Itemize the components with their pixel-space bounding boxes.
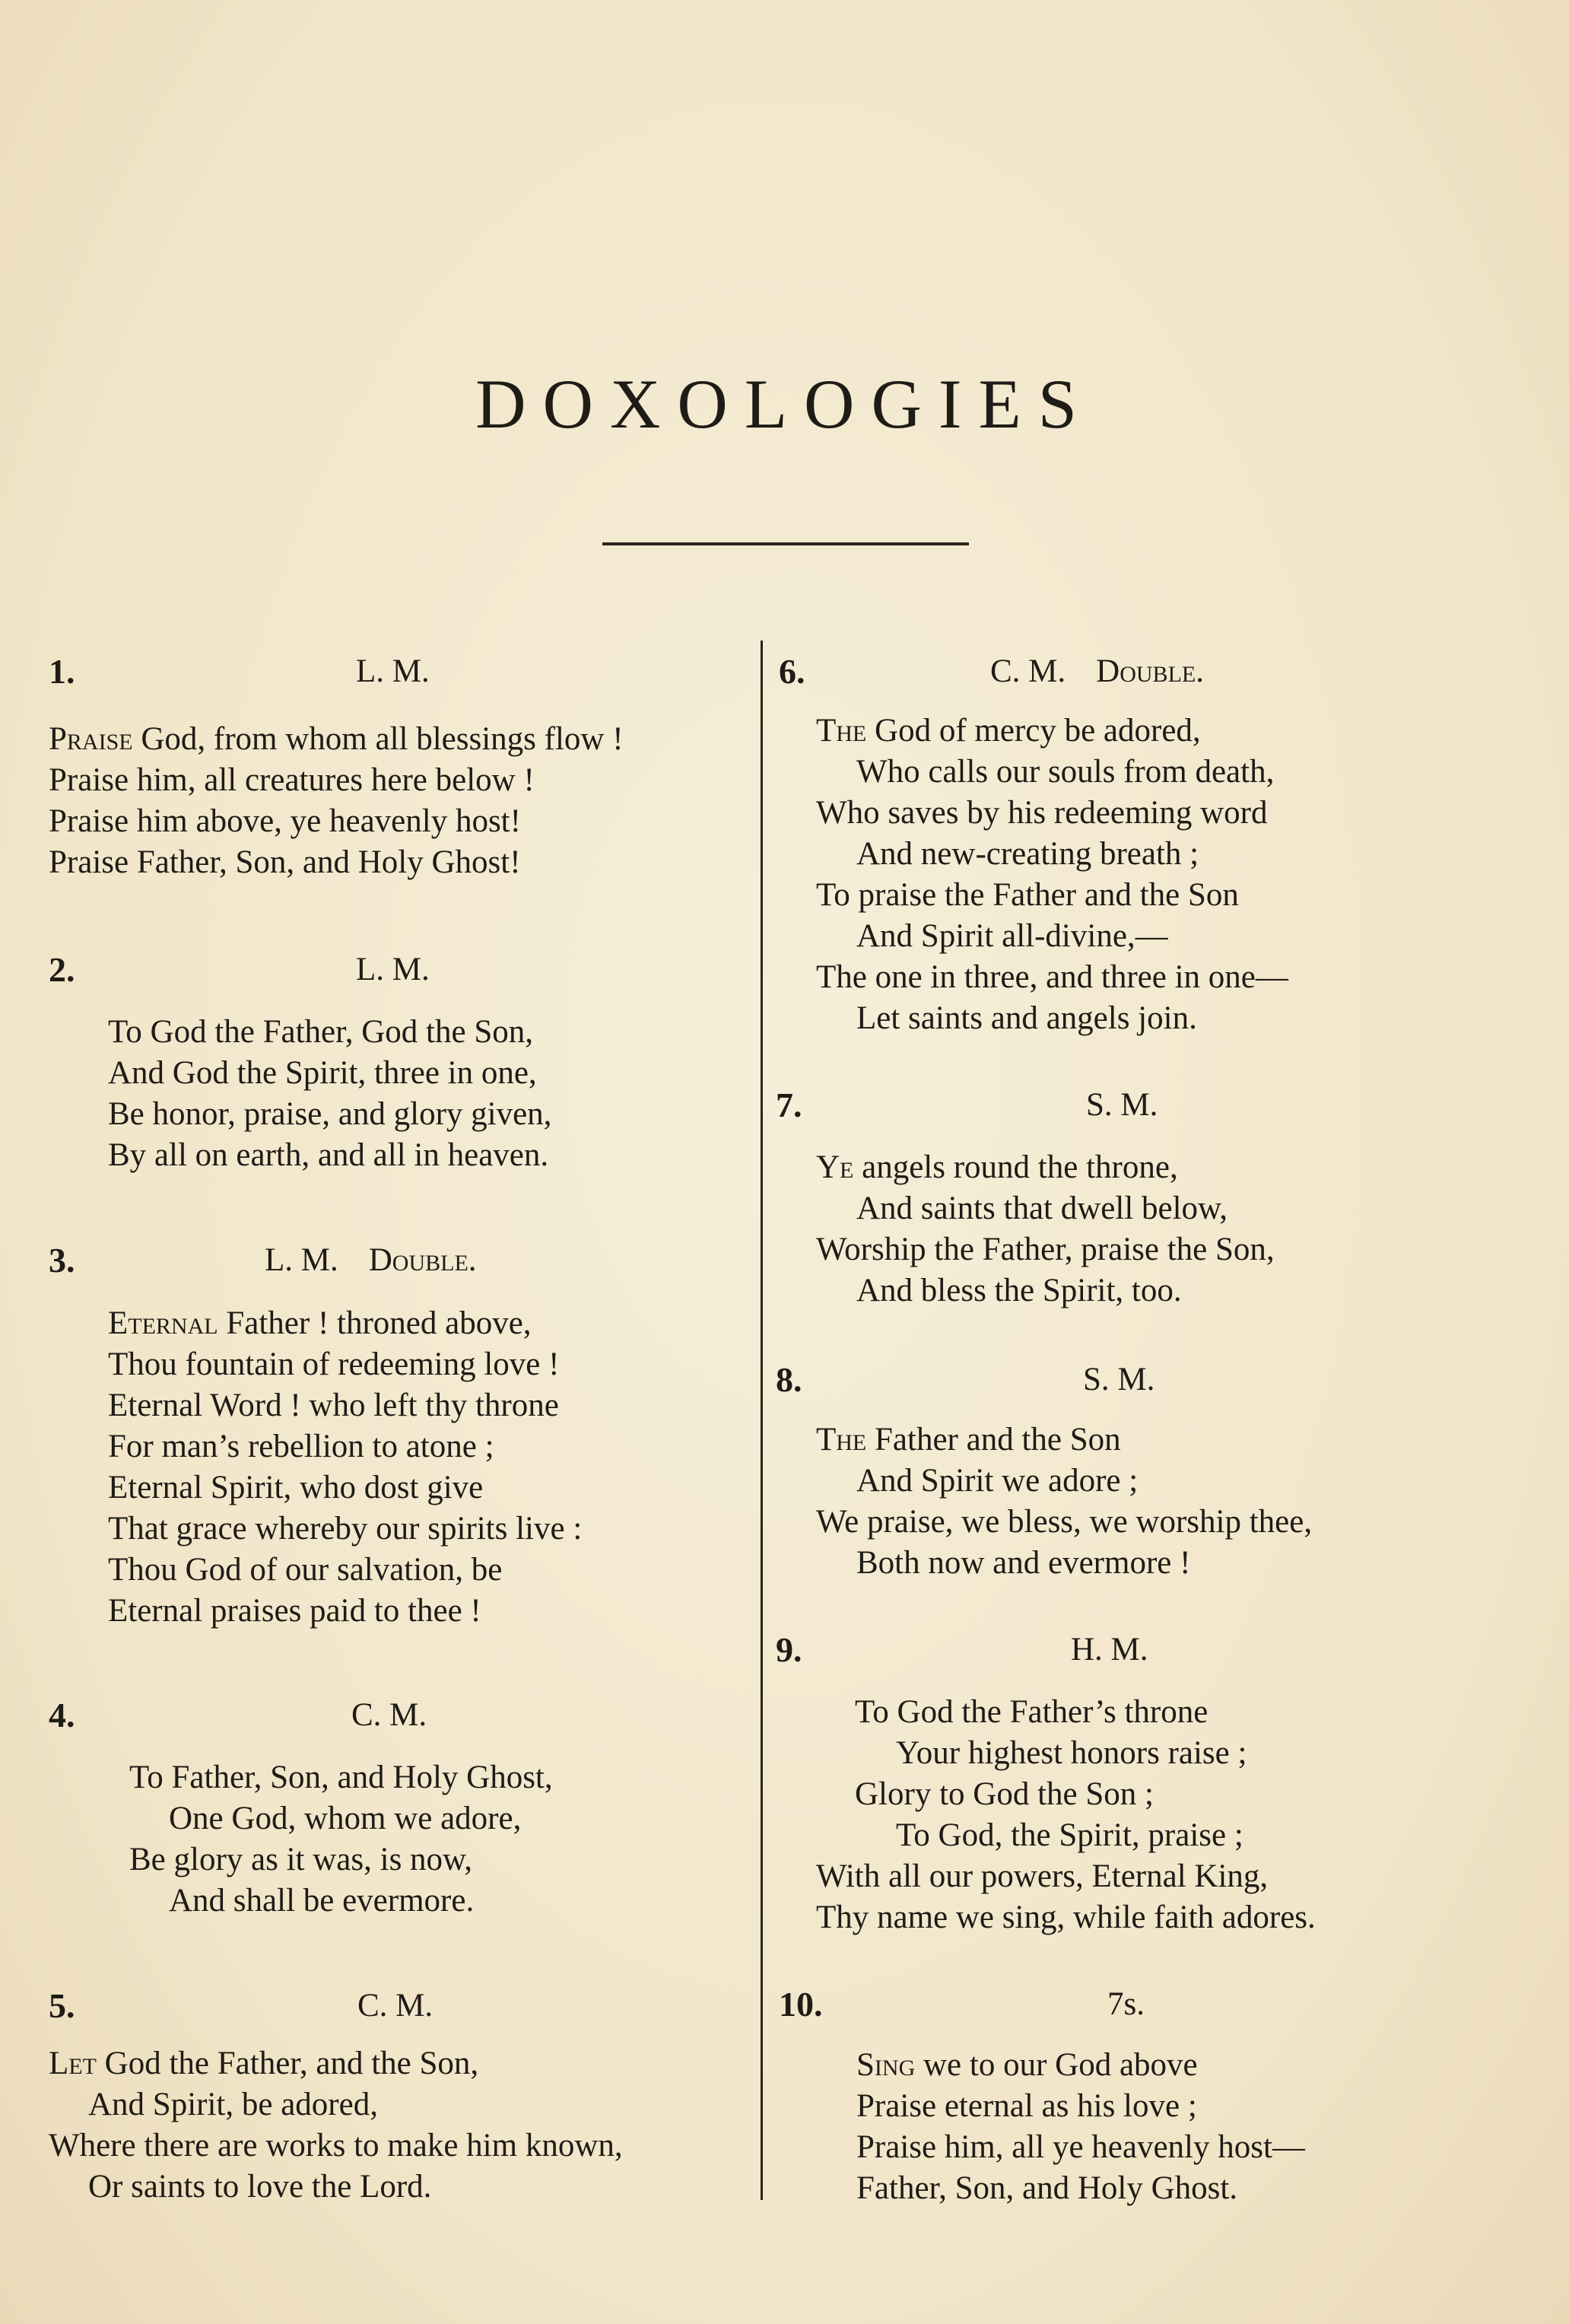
- hymn-meter: L. M.: [356, 653, 430, 689]
- hymn-meter: L. M. Double.: [265, 1242, 477, 1278]
- verse-line: Be glory as it was, is now,: [129, 1842, 473, 1877]
- verse-line: Praise him, all ye heavenly host—: [856, 2129, 1305, 2165]
- verse-line: Let saints and angels join.: [856, 1000, 1197, 1036]
- verse-line: Who calls our souls from death,: [856, 754, 1275, 790]
- page-title: DOXOLOGIES: [475, 365, 1094, 443]
- verse-line: Thou God of our salvation, be: [108, 1552, 503, 1588]
- verse-line: Who saves by his redeeming word: [816, 795, 1268, 831]
- verse-line: With all our powers, Eternal King,: [816, 1858, 1269, 1894]
- verse-line: Father, Son, and Holy Ghost.: [856, 2170, 1238, 2206]
- verse-line: And new-creating breath ;: [856, 836, 1199, 872]
- verse-line: For man’s rebellion to atone ;: [108, 1429, 494, 1464]
- hymn-number: 5.: [49, 1986, 75, 2025]
- hymn-number: 2.: [49, 950, 75, 989]
- verse-line: We praise, we bless, we worship thee,: [816, 1504, 1313, 1540]
- verse-line: The God of mercy be adored,: [816, 713, 1201, 749]
- verse-line: The one in three, and three in one—: [816, 959, 1288, 995]
- hymn-meter: S. M.: [1086, 1087, 1158, 1123]
- first-word: The: [816, 1422, 867, 1458]
- verse-line: And Spirit, be adored,: [88, 2087, 378, 2122]
- verse-line: Be honor, praise, and glory given,: [108, 1096, 552, 1132]
- verse-line: Or saints to love the Lord.: [88, 2169, 432, 2205]
- hymn-meter: C. M. Double.: [990, 653, 1204, 689]
- hymn-meter: 7s.: [1107, 1986, 1145, 2022]
- verse-line: Praise Father, Son, and Holy Ghost!: [49, 844, 521, 880]
- verse-line: And Spirit we adore ;: [856, 1463, 1139, 1499]
- verse-line: And shall be evermore.: [169, 1883, 475, 1919]
- first-word: Let: [49, 2046, 97, 2081]
- verse-line: To God the Father’s throne: [855, 1694, 1209, 1730]
- verse-line: Praise him above, ye heavenly host!: [49, 803, 521, 839]
- verse-line: Glory to God the Son ;: [855, 1776, 1154, 1812]
- hymn-meter: C. M.: [357, 1988, 434, 2024]
- verse-line: And saints that dwell below,: [856, 1191, 1228, 1226]
- first-word: Ye: [816, 1149, 854, 1185]
- verse-line: Sing we to our God above: [856, 2047, 1198, 2083]
- verse-line: To God the Father, God the Son,: [108, 1014, 533, 1050]
- verse-line: Praise him, all creatures here below !: [49, 762, 535, 798]
- verse-line: Praise eternal as his love ;: [856, 2088, 1197, 2124]
- hymn-meter: C. M.: [351, 1697, 427, 1733]
- verse-line: Thy name we sing, while faith adores.: [816, 1900, 1316, 1935]
- verse-line: Worship the Father, praise the Son,: [816, 1232, 1275, 1267]
- hymn-number: 10.: [779, 1985, 823, 2024]
- verse-line: Your highest honors raise ;: [896, 1735, 1247, 1771]
- hymn-number: 3.: [49, 1241, 75, 1280]
- hymn-number: 8.: [776, 1360, 802, 1399]
- first-word: Eternal: [108, 1305, 218, 1341]
- verse-line: Both now and evermore !: [856, 1545, 1191, 1581]
- verse-line: To Father, Son, and Holy Ghost,: [129, 1760, 553, 1795]
- verse-line: Eternal Father ! throned above,: [108, 1305, 532, 1341]
- verse-line: Let God the Father, and the Son,: [49, 2046, 479, 2081]
- verse-line: To praise the Father and the Son: [816, 877, 1239, 913]
- verse-line: Eternal Word ! who left thy throne: [108, 1388, 559, 1423]
- hymn-number: 1.: [49, 652, 75, 691]
- first-word: The: [816, 713, 867, 749]
- column-divider: [761, 641, 763, 2200]
- first-word: Sing: [856, 2047, 916, 2083]
- verse-line: The Father and the Son: [816, 1422, 1121, 1458]
- verse-line: Eternal Spirit, who dost give: [108, 1470, 484, 1505]
- hymn-meter: S. M.: [1083, 1362, 1155, 1397]
- verse-line: And bless the Spirit, too.: [856, 1273, 1182, 1308]
- verse-line: By all on earth, and all in heaven.: [108, 1137, 549, 1173]
- verse-line: Thou fountain of redeeming love !: [108, 1346, 560, 1382]
- verse-line: To God, the Spirit, praise ;: [896, 1817, 1243, 1853]
- hymn-number: 7.: [776, 1086, 802, 1124]
- first-word: Praise: [49, 721, 133, 757]
- verse-line: And Spirit all-divine,—: [856, 918, 1168, 954]
- verse-line: And God the Spirit, three in one,: [108, 1055, 537, 1091]
- hymn-number: 4.: [49, 1696, 75, 1734]
- hymn-number: 9.: [776, 1630, 802, 1669]
- verse-line: Eternal praises paid to thee !: [108, 1593, 481, 1629]
- verse-line: Praise God, from whom all blessings flow !: [49, 721, 624, 757]
- title-rule: [602, 542, 969, 545]
- hymn-meter: L. M.: [356, 952, 430, 987]
- verse-line: One God, whom we adore,: [169, 1801, 522, 1836]
- verse-line: Ye angels round the throne,: [816, 1149, 1178, 1185]
- verse-line: That grace whereby our spirits live :: [108, 1511, 583, 1547]
- hymn-number: 6.: [779, 652, 805, 691]
- verse-line: Where there are works to make him known,: [49, 2128, 623, 2163]
- hymn-meter: H. M.: [1071, 1632, 1148, 1667]
